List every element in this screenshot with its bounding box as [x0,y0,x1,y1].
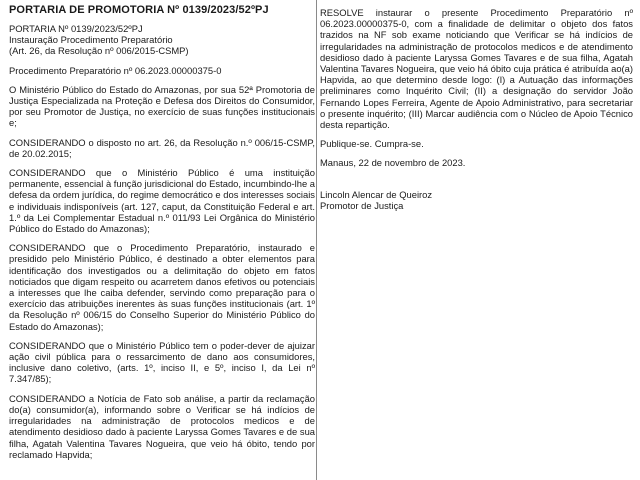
document-title: PORTARIA DE PROMOTORIA Nº 0139/2023/52ºPJ [9,4,269,16]
date-line: Manaus, 22 de novembro de 2023. [320,157,466,169]
resolve-paragraph: RESOLVE instaurar o presente Procedimento Preparatório nº 06.2023.00000375-0, com a finalidade de delimitar o objeto dos fatos trazidos na NF sob exame noticiando que Verificar se há indícios de irregularidades na administração de protocolos medicos e de atendimento desidioso dado à paciente Laryssa Gomes Tavares e de sua filha, Agatah Valentina Tavares Nogueira, que veio há óbito cuja prática é atribuída ao(a) Hapvida, ao que determino desde logo: (I) a Autuação das informações preliminares como Inquérito Civil; (II) a designação do servidor João Fernando Lopes Ferreira, Agente de Apoio Administrativo, para secretariar o presente inquérito; (III) Marcar audiência com o Núcleo de Apoio Técnico desta repartição. [320,7,633,131]
left-column [9,4,315,468]
signer-role: Promotor de Justiça [320,199,404,211]
right-column [320,7,633,219]
procedimento-number: Procedimento Preparatório nº 06.2023.00000375-0 [9,64,222,76]
column-divider [316,0,317,480]
intro-paragraph: O Ministério Público do Estado do Amazonas, por sua 52ª Promotoria de Justiça Especializada na Proteção e Defesa dos Direitos do Consumidor, por seu Promotor de Justiça, no exercício de suas funções institucionais e; [9,83,315,129]
portaria-number: PORTARIA Nº 0139/2023/52ºPJ [9,23,143,34]
considerando-paragraph-2: CONSIDERANDO que o Ministério Público é uma instituição permanente, essencial à função jurisdicional do Estado, incumbindo-lhe a defesa da ordem jurídica, do regime democrático e dos interesses sociais e individuais indisponíveis (art. 127, caput, da Constituição Federal e art. 1.º da Lei Complementar Estadual n.º 011/93 Lei Orgânica do Ministério Público do Estado do Amazonas); [9,167,315,235]
considerando-paragraph-5: CONSIDERANDO a Notícia de Fato sob análise, a partir da reclamação do(a) consumidor(a), informando sobre o Verificar se há indícios de irregularidades na administração de protocolos medicos e de atendimento desidioso dado à paciente Laryssa Gomes Tavares e de sua filha, Agatah Valentina Tavares Nogueira, que veio há óbito, tendo por reclamado Hapvida; [9,392,315,460]
considerando-paragraph-1: CONSIDERANDO o disposto no art. 26, da Resolução n.º 006/15-CSMP, de 20.02.2015; [9,136,315,159]
publique-line: Publique-se. Cumpra-se. [320,138,424,150]
legal-basis-line: (Art. 26, da Resolução nº 006/2015-CSMP) [9,45,189,57]
considerando-paragraph-4: CONSIDERANDO que o Ministério Público tem o poder-dever de ajuizar ação civil pública para o ressarcimento de dano aos consumidores, inclusive dano coletivo, (arts. 1º, inciso II, e 5º, inciso I, da Lei nº 7.347/85); [9,339,315,385]
signer-name: Lincoln Alencar de Queiroz [320,188,433,200]
instauracao-line: Instauração Procedimento Preparatório [9,34,173,46]
considerando-paragraph-3: CONSIDERANDO que o Procedimento Preparatório, instaurado e presidido pelo Ministério Público, é destinado a obter elementos para identificação dos investigados ou a delimitação do objeto em fatos noticiados que digam respeito ou acarretem danos efetivos ou potenciais a interesses que lhe caiba defender, servindo como preparação para o exercício das atribuições inerentes às suas funções institucionais (art. 1º da Resolução nº 006/15 do Conselho Superior do Ministério Público do Estado do Amazonas); [9,242,315,332]
signature-spacer [320,177,633,189]
